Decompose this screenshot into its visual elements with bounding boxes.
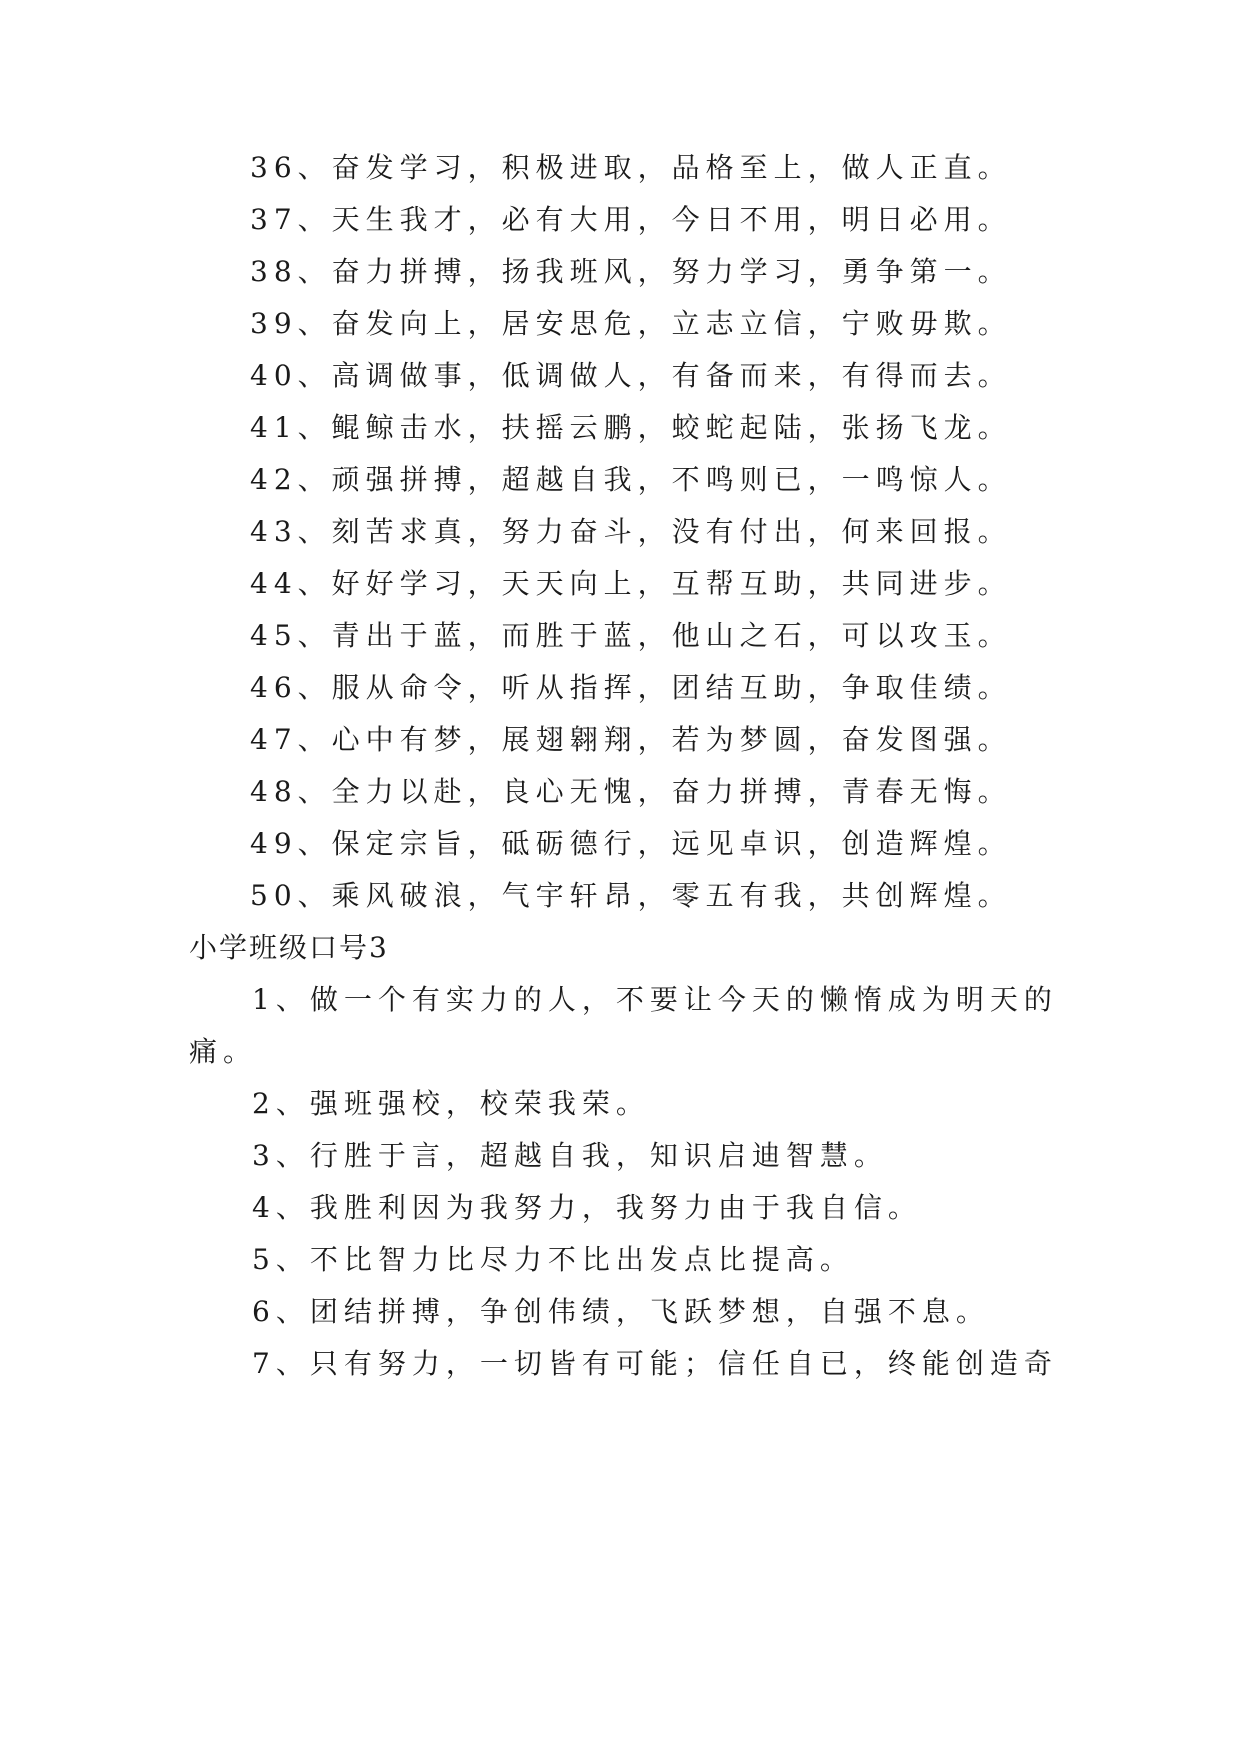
slogan-43: 43、刻苦求真，努力奋斗，没有付出，何来回报。: [250, 515, 1012, 548]
slogan-36: 36、奋发学习，积极进取，品格至上，做人正直。: [250, 151, 1012, 184]
slogan-b-7-line1: 7、只有努力，一切皆有可能；信任自已，终能创造奇: [252, 1347, 1058, 1380]
slogan-b-5: 5、不比智力比尽力不比出发点比提高。: [252, 1243, 854, 1276]
slogan-38: 38、奋力拼搏，扬我班风，努力学习，勇争第一。: [250, 255, 1012, 288]
slogan-37: 37、天生我才，必有大用，今日不用，明日必用。: [250, 203, 1012, 236]
slogan-46: 46、服从命令，听从指挥，团结互助，争取佳绩。: [250, 671, 1012, 704]
slogan-39: 39、奋发向上，居安思危，立志立信，宁败毋欺。: [250, 307, 1012, 340]
slogan-50: 50、乘风破浪，气宇轩昂，零五有我，共创辉煌。: [250, 879, 1012, 912]
slogan-b-6: 6、团结拼搏，争创伟绩，飞跃梦想，自强不息。: [252, 1295, 990, 1328]
slogan-b-3: 3、行胜于言，超越自我，知识启迪智慧。: [252, 1139, 888, 1172]
slogan-49: 49、保定宗旨，砥砺德行，远见卓识，创造辉煌。: [250, 827, 1012, 860]
slogan-48: 48、全力以赴，良心无愧，奋力拼搏，青春无悔。: [250, 775, 1012, 808]
section-heading: 小学班级口号3: [189, 931, 389, 964]
slogan-b-2: 2、强班强校，校荣我荣。: [252, 1087, 650, 1120]
slogan-40: 40、高调做事，低调做人，有备而来，有得而去。: [250, 359, 1012, 392]
slogan-b-1-line1: 1、做一个有实力的人，不要让今天的懒惰成为明天的: [252, 983, 1058, 1016]
slogan-44: 44、好好学习，天天向上，互帮互助，共同进步。: [250, 567, 1012, 600]
slogan-47: 47、心中有梦，展翅翱翔，若为梦圆，奋发图强。: [250, 723, 1012, 756]
slogan-45: 45、青出于蓝，而胜于蓝，他山之石，可以攻玉。: [250, 619, 1012, 652]
slogan-41: 41、鲲鲸击水，扶摇云鹏，蛟蛇起陆，张扬飞龙。: [250, 411, 1012, 444]
slogan-42: 42、顽强拼搏，超越自我，不鸣则已，一鸣惊人。: [250, 463, 1012, 496]
slogan-b-4: 4、我胜利因为我努力，我努力由于我自信。: [252, 1191, 922, 1224]
slogan-b-1-line2: 痛。: [189, 1035, 258, 1068]
